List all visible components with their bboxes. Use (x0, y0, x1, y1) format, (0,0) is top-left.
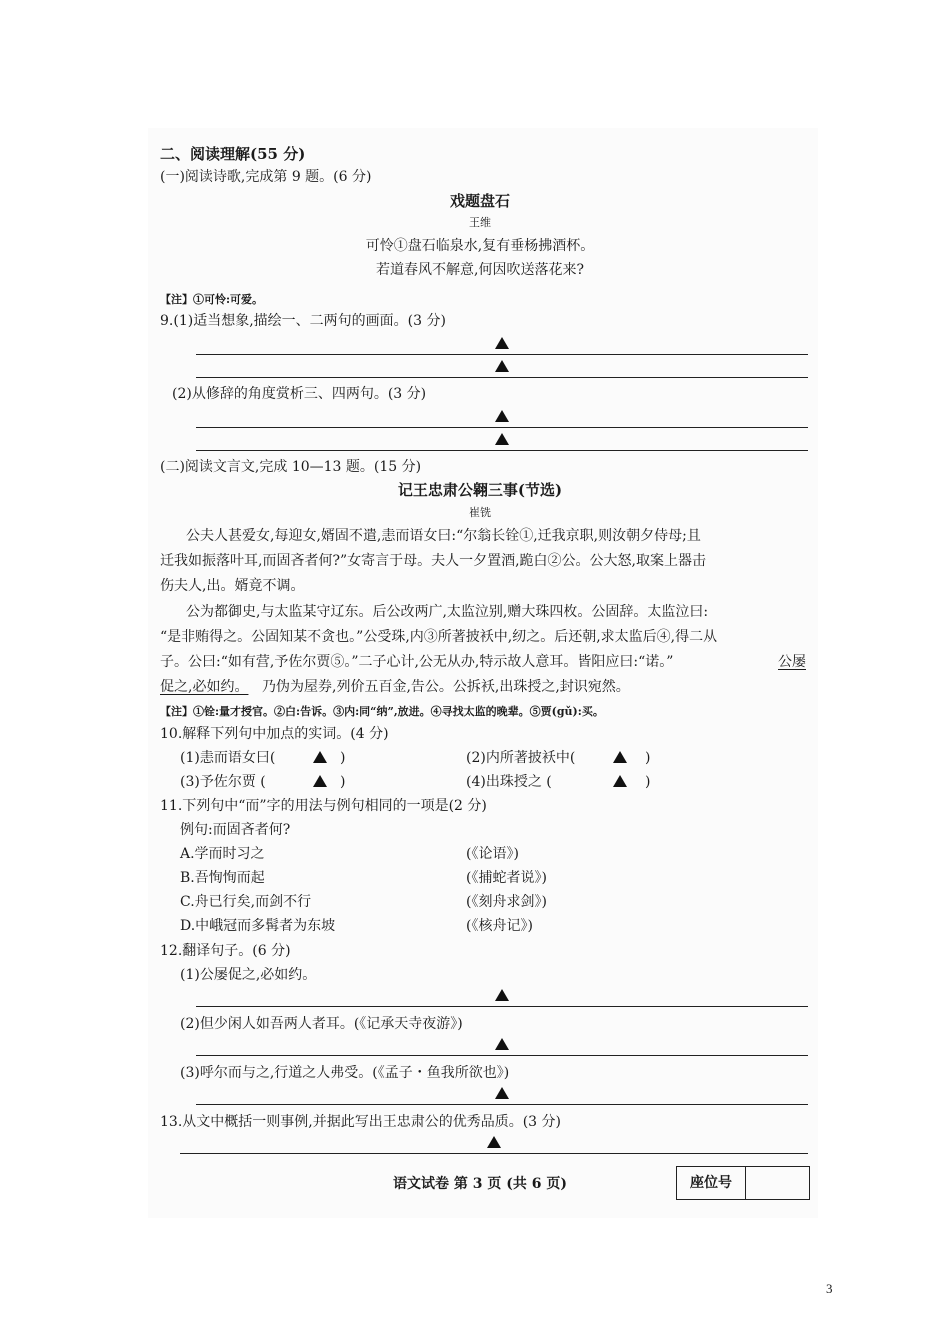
question-12: 12.翻译句子。(6 分) (160, 943, 291, 959)
underlined-phrase: 公屡 (778, 654, 806, 670)
poem-line-1: 可怜①盘石临泉水,复有垂杨拂酒杯。 (365, 238, 595, 254)
poem-title: 戏题盘石 (449, 192, 510, 210)
answer-line[interactable] (180, 1133, 808, 1154)
prose-author: 崔铣 (469, 506, 491, 519)
q11-source-d: (《核舟记》) (466, 918, 533, 934)
prose-instruction: (二)阅读文言文,完成 10—13 题。(15 分) (160, 459, 422, 475)
triangle-icon (495, 360, 509, 372)
answer-line[interactable] (196, 1035, 808, 1056)
question-11: 11.下列句中“而”字的用法与例句相同的一项是(2 分) (160, 798, 487, 814)
q10-close: ) (340, 774, 346, 790)
prose-p2-tail: 乃伪为屋券,列价五百金,告公。公拆袄,出珠授之,封识宛然。 (262, 679, 630, 695)
prose-p1-line: 伤夫人,出。婿竟不调。 (160, 578, 305, 594)
question-13: 13.从文中概括一则事例,并据此写出王忠肃公的优秀品质。(3 分) (160, 1114, 561, 1130)
poem-note: 【注】①可怜:可爱。 (160, 293, 264, 306)
triangle-icon (613, 775, 627, 787)
answer-line[interactable] (196, 407, 808, 428)
q11-option-a: A.学而时习之 (180, 846, 265, 862)
q11-source-b: (《捕蛇者说》) (466, 870, 547, 886)
answer-line[interactable] (196, 1084, 808, 1105)
q11-option-b: B.吾恂恂而起 (180, 870, 265, 886)
triangle-icon (495, 1087, 509, 1099)
triangle-icon (487, 1136, 501, 1148)
q11-source-c: (《刻舟求剑》) (466, 894, 547, 910)
page-number: 3 (826, 1281, 833, 1296)
q12-sentence-2: (2)但少闲人如吾两人者耳。(《记承天寺夜游》) (180, 1016, 463, 1032)
q10-item-2: (2)内所著披袄中( (466, 750, 576, 766)
triangle-icon (613, 751, 627, 763)
answer-line[interactable] (196, 430, 808, 451)
triangle-icon (495, 337, 509, 349)
triangle-icon (313, 751, 327, 763)
question-9-2: (2)从修辞的角度赏析三、四两句。(3 分) (172, 386, 427, 402)
triangle-icon (495, 410, 509, 422)
answer-line[interactable] (196, 334, 808, 355)
q11-source-a: (《论语》) (466, 846, 519, 862)
q10-item-1: (1)恚而语女曰( (180, 750, 276, 766)
triangle-icon (495, 433, 509, 445)
triangle-icon (313, 775, 327, 787)
prose-p1-line: 公夫人甚爱女,每迎女,婿固不遣,恚而语女曰:“尔翁长铨①,迁我京职,则汝朝夕侍母;且 (186, 528, 701, 544)
prose-p2-line: 子。公曰:“如有营,予佐尔贾⑤。”二子心计,公无从办,特示故人意耳。皆阳应曰:“诺。” (160, 654, 674, 670)
poem-author: 王维 (469, 216, 491, 229)
q11-option-d: D.中峨冠而多髯者为东坡 (180, 918, 336, 934)
answer-line[interactable] (196, 357, 808, 378)
poem-line-2: 若道春风不解意,何因吹送落花来? (376, 262, 584, 278)
prose-note: 【注】①铨:量才授官。②白:告诉。③内:同“纳”,放进。④寻找太监的晚辈。⑤贾(gǔ):买。 (160, 705, 604, 718)
underlined-phrase: 促之,必如约。 (160, 679, 249, 695)
prose-title: 记王忠肃公翱三事(节选) (397, 481, 563, 499)
q12-sentence-3: (3)呼尔而与之,行道之人弗受。(《孟子・鱼我所欲也》) (180, 1065, 510, 1081)
page-footer-label: 语文试卷 第 3 页 (共 6 页) (393, 1176, 567, 1192)
section-title: 二、阅读理解(55 分) (160, 145, 306, 163)
prose-p2-line: “是非贿得之。公固知某不贪也。”公受珠,内③所著披袄中,纫之。后还朝,求太监后④,得二从 (160, 629, 718, 645)
answer-line[interactable] (196, 986, 808, 1007)
q12-sentence-1: (1)公屡促之,必如约。 (180, 967, 317, 983)
question-10: 10.解释下列句中加点的实词。(4 分) (160, 726, 389, 742)
poem-instruction: (一)阅读诗歌,完成第 9 题。(6 分) (160, 169, 372, 185)
seat-number-box[interactable] (676, 1166, 810, 1200)
triangle-icon (495, 1038, 509, 1050)
q11-option-c: C.舟已行矣,而剑不行 (180, 894, 312, 910)
question-9-1: 9.(1)适当想象,描绘一、二两句的画面。(3 分) (160, 313, 446, 329)
prose-p1-line: 迁我如振落叶耳,而固吝者何?”女寄言于母。夫人一夕置酒,跪白②公。公大怒,取案上器击 (160, 553, 707, 569)
q10-item-3: (3)予佐尔贾 ( (180, 774, 266, 790)
triangle-icon (495, 989, 509, 1001)
prose-p2-line: 公为都御史,与太监某守辽东。后公改两广,太监泣别,赠大珠四枚。公固辞。太监泣曰: (186, 604, 709, 620)
q10-close: ) (340, 750, 346, 766)
q10-close: ) (645, 750, 651, 766)
q11-example: 例句:而固吝者何? (180, 822, 291, 838)
seat-number-label: 座位号 (677, 1167, 746, 1199)
q10-close: ) (645, 774, 651, 790)
q10-item-4: (4)出珠授之 ( (466, 774, 552, 790)
